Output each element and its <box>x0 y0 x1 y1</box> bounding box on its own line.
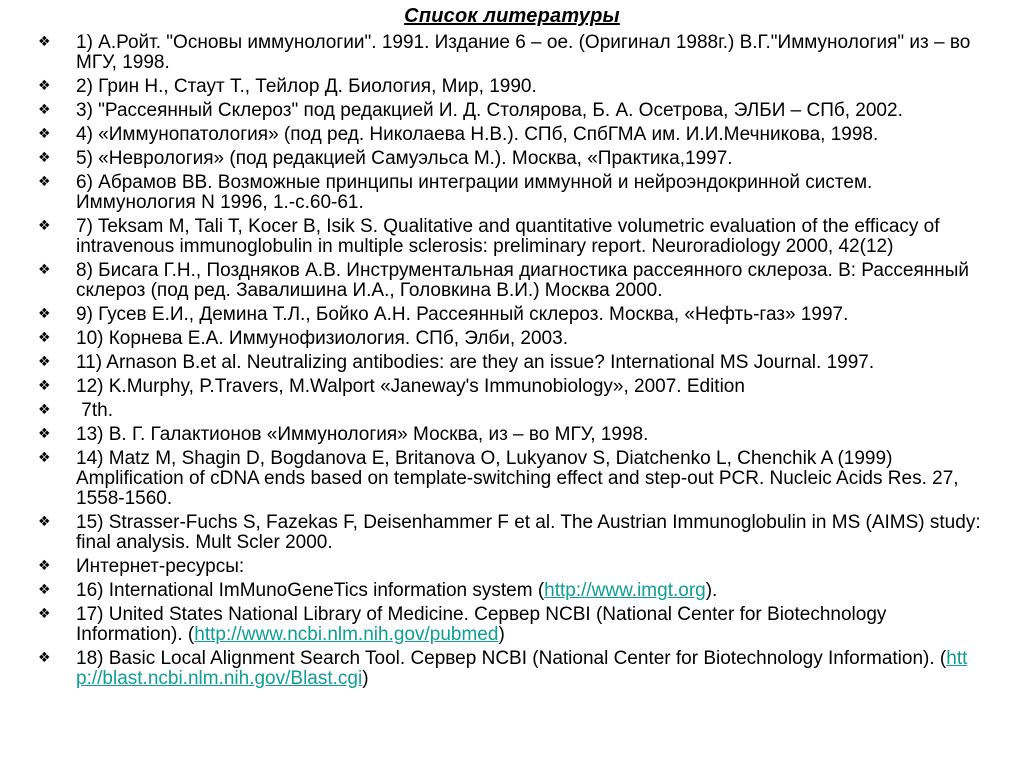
reference-link[interactable]: http://blast.ncbi.nlm.nih.gov/Blast.cgi <box>76 648 968 689</box>
reference-text: 3) "Рассеянный Склероз" под редакцией И. Д. Столярова, Б. А. Осетрова, ЭЛБИ – СПб, 2002. <box>76 100 903 121</box>
reference-text: Интернет-ресурсы: <box>76 556 245 577</box>
reference-text: 12) K.Murphy, P.Travers, M.Walport «Janeway's Immunobiology», 2007. Edition <box>76 376 745 397</box>
reference-text: 2) Грин Н., Стаут Т., Тейлор Д. Биология, Мир, 1990. <box>76 76 537 97</box>
list-item <box>0 261 1024 301</box>
list-item <box>0 513 1024 553</box>
bibliography-list <box>0 33 1024 689</box>
reference-text: 11) Arnason B.et al. Neutralizing antibodies: are they an issue? International MS Journal. 1997. <box>76 352 875 373</box>
list-item <box>0 173 1024 213</box>
reference-text: 1) А.Ройт. "Основы иммунологии". 1991. Издание 6 – ое. (Оригинал 1988г.) В.Г."Иммунология" из – во МГУ, 1998. <box>76 32 971 73</box>
reference-text: 10) Корнева Е.А. Иммунофизиология. СПб, Элби, 2003. <box>76 328 568 349</box>
list-item <box>0 649 1024 689</box>
reference-text: 7th. <box>76 400 113 421</box>
list-item <box>0 605 1024 645</box>
diamond-bullet-icon: ❖ <box>38 514 51 530</box>
diamond-bullet-icon: ❖ <box>38 450 51 466</box>
reference-text: 4) «Иммунопатология» (под ред. Николаева Н.В.). СПб, СпбГМА им. И.И.Мечникова, 1998. <box>76 124 879 145</box>
diamond-bullet-icon: ❖ <box>38 174 51 190</box>
list-item <box>0 33 1024 73</box>
diamond-bullet-icon: ❖ <box>38 606 51 622</box>
diamond-bullet-icon: ❖ <box>38 262 51 278</box>
list-item <box>0 353 1024 373</box>
list-item <box>0 101 1024 121</box>
reference-text-after: ) <box>498 624 505 645</box>
diamond-bullet-icon: ❖ <box>38 426 51 442</box>
diamond-bullet-icon: ❖ <box>38 378 51 394</box>
reference-text: 7) Teksam M, Tali T, Kocer B, Isik S. Qualitative and quantitative volumetric evaluation of the efficacy of intravenous immunoglobulin in multiple sclerosis: preliminary report. Neuroradiology 2000, 42(12) <box>76 216 940 257</box>
list-item <box>0 305 1024 325</box>
reference-link[interactable]: http://www.imgt.org <box>544 580 706 601</box>
diamond-bullet-icon: ❖ <box>38 558 51 574</box>
reference-link[interactable]: http://www.ncbi.nlm.nih.gov/pubmed <box>194 624 499 645</box>
diamond-bullet-icon: ❖ <box>38 34 51 50</box>
list-item <box>0 581 1024 601</box>
reference-text: 13) В. Г. Галактионов «Иммунология» Москва, из – во МГУ, 1998. <box>76 424 649 445</box>
reference-text: 17) United States National Library of Medicine. Сервер NCBI (National Center for Biotechnology Information). ( <box>76 604 887 645</box>
diamond-bullet-icon: ❖ <box>38 218 51 234</box>
list-item <box>0 125 1024 145</box>
diamond-bullet-icon: ❖ <box>38 650 51 666</box>
reference-text: 15) Strasser-Fuchs S, Fazekas F, Deisenhammer F et al. The Austrian Immunoglobulin in MS (AIMS) study: final analysis. Mult Scler 2000. <box>76 512 981 553</box>
reference-text: 16) International ImMunoGeneTics information system ( <box>76 580 545 601</box>
list-item <box>0 77 1024 97</box>
list-item <box>0 377 1024 397</box>
list-item <box>0 329 1024 349</box>
list-item <box>0 425 1024 445</box>
diamond-bullet-icon: ❖ <box>38 102 51 118</box>
slide-title: Список литературы <box>404 5 620 27</box>
reference-text: 14) Matz M, Shagin D, Bogdanova E, Britanova O, Lukyanov S, Diatchenko L, Chenchik A (1999) Amplification of cDNA ends based on template-switching effect and step-out PCR. Nucleic Acids Res. 27, 1558-1560. <box>76 448 959 509</box>
reference-text: 9) Гусев Е.И., Демина Т.Л., Бойко А.Н. Рассеянный склероз. Москва, «Нефть-газ» 1997. <box>76 304 849 325</box>
diamond-bullet-icon: ❖ <box>38 330 51 346</box>
list-item <box>0 449 1024 509</box>
list-item <box>0 401 1024 421</box>
diamond-bullet-icon: ❖ <box>38 78 51 94</box>
list-item <box>0 217 1024 257</box>
reference-text: 8) Бисага Г.Н., Поздняков А.В. Инструментальная диагностика рассеянного склероза. В: Рассеянный склероз (под ред. Завалишина И.А., Головкина В.И.) Москва 2000. <box>76 260 970 301</box>
diamond-bullet-icon: ❖ <box>38 402 51 418</box>
diamond-bullet-icon: ❖ <box>38 354 51 370</box>
list-item <box>0 557 1024 577</box>
reference-text: 5) «Неврология» (под редакцией Самуэльса М.). Москва, «Практика,1997. <box>76 148 733 169</box>
diamond-bullet-icon: ❖ <box>38 150 51 166</box>
reference-text: 6) Абрамов ВВ. Возможные принципы интеграции иммунной и нейроэндокринной систем. Иммунология N 1996, 1.-с.60-61. <box>76 172 873 213</box>
reference-text: 18) Basic Local Alignment Search Tool. Сервер NCBI (National Center for Biotechnology Information). ( <box>76 648 947 669</box>
diamond-bullet-icon: ❖ <box>38 582 51 598</box>
diamond-bullet-icon: ❖ <box>38 126 51 142</box>
diamond-bullet-icon: ❖ <box>38 306 51 322</box>
list-item <box>0 149 1024 169</box>
reference-text-after: ) <box>362 668 369 689</box>
reference-text-after: ). <box>705 580 718 601</box>
